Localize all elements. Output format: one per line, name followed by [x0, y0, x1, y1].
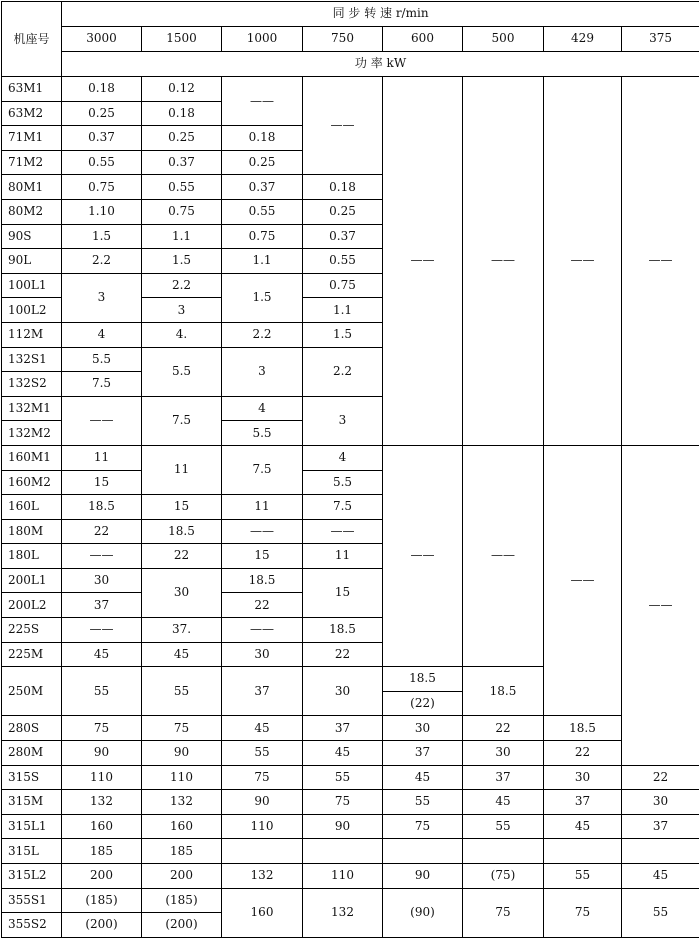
power-cell-3000: 1.10 [62, 199, 142, 224]
frame-number-cell: 315S [2, 765, 62, 790]
power-cell-3000: 0.18 [62, 77, 142, 102]
table-row [2, 77, 699, 102]
power-cell-3000: 185 [62, 839, 142, 864]
power-cell-1500: 3 [142, 298, 222, 323]
power-cell-3000: 110 [62, 765, 142, 790]
power-cell-750: 90 [303, 814, 383, 839]
table-row [2, 716, 699, 741]
power-cell-1500: 11 [142, 445, 222, 494]
power-cell-750: 110 [303, 864, 383, 889]
power-cell-3000: 0.37 [62, 126, 142, 151]
table-row [2, 864, 699, 889]
power-cell-3000: 7.5 [62, 372, 142, 397]
power-cell-1500: 0.12 [142, 77, 222, 102]
power-cell-1000: 0.55 [222, 199, 303, 224]
table-row [2, 445, 699, 470]
power-cell-1500: 1.1 [142, 224, 222, 249]
power-cell-1000: 2.2 [222, 322, 303, 347]
power-cell-500: 22 [463, 716, 544, 741]
frame-number-cell: 160M2 [2, 470, 62, 495]
frame-number-cell: 63M1 [2, 77, 62, 102]
power-cell-500: 30 [463, 741, 544, 766]
table-row [2, 839, 699, 864]
power-cell-1000: 0.18 [222, 126, 303, 151]
power-cell-375: —— [622, 445, 699, 765]
power-title: 功 率 kW [62, 52, 699, 77]
power-cell-750: 11 [303, 544, 383, 569]
power-cell-429: 45 [544, 814, 622, 839]
power-cell-375: 55 [622, 888, 699, 937]
power-cell-1000: 0.25 [222, 150, 303, 175]
power-cell-1000: 4 [222, 396, 303, 421]
power-cell-600 [383, 839, 463, 864]
power-cell-3000: 132 [62, 790, 142, 815]
power-cell-750: —— [303, 77, 383, 175]
power-cell-1000: 1.5 [222, 273, 303, 322]
power-cell-429: 55 [544, 864, 622, 889]
speed-header-429: 429 [544, 27, 622, 52]
frame-number-cell: 90L [2, 249, 62, 274]
power-cell-750: 4 [303, 445, 383, 470]
frame-number-cell: 225S [2, 618, 62, 643]
power-cell-1500: 110 [142, 765, 222, 790]
power-cell-1000: 37 [222, 667, 303, 716]
power-cell-750: 15 [303, 568, 383, 617]
power-cell-1500: 185 [142, 839, 222, 864]
power-cell-1500: 0.37 [142, 150, 222, 175]
speed-header-750: 750 [303, 27, 383, 52]
power-cell-1500: 18.5 [142, 519, 222, 544]
power-cell-375 [622, 839, 699, 864]
power-cell-750 [303, 839, 383, 864]
power-cell-1500: 0.75 [142, 199, 222, 224]
power-cell-1500: 30 [142, 568, 222, 617]
power-cell-750: 5.5 [303, 470, 383, 495]
power-cell-1000: 18.5 [222, 568, 303, 593]
power-cell-600: 37 [383, 741, 463, 766]
power-cell-375: —— [622, 77, 699, 446]
table-row [2, 741, 699, 766]
power-cell-1000: 11 [222, 495, 303, 520]
table-row [2, 814, 699, 839]
power-cell-1500: 55 [142, 667, 222, 716]
power-cell-3000: 3 [62, 273, 142, 322]
power-cell-3000: —— [62, 618, 142, 643]
power-cell-750: 1.1 [303, 298, 383, 323]
header-row-speed-title [2, 2, 699, 27]
power-cell-429: —— [544, 77, 622, 446]
power-cell-750: 75 [303, 790, 383, 815]
power-cell-3000: 18.5 [62, 495, 142, 520]
power-cell-3000: —— [62, 396, 142, 445]
power-cell-1500: 200 [142, 864, 222, 889]
power-cell-750: 45 [303, 741, 383, 766]
power-cell-375: 37 [622, 814, 699, 839]
power-cell-3000: 160 [62, 814, 142, 839]
power-cell-3000: (185) [62, 888, 142, 913]
power-cell-750: 30 [303, 667, 383, 716]
table-row [2, 765, 699, 790]
power-cell-500: —— [463, 77, 544, 446]
frame-number-cell: 315M [2, 790, 62, 815]
speed-header-1500: 1500 [142, 27, 222, 52]
power-cell-3000: 0.55 [62, 150, 142, 175]
header-row-power-title [2, 52, 699, 77]
motor-power-table [1, 1, 699, 938]
frame-number-cell: 250M [2, 667, 62, 716]
power-cell-500: —— [463, 445, 544, 666]
power-cell-1000: 110 [222, 814, 303, 839]
power-cell-3000: 15 [62, 470, 142, 495]
power-cell-1000: 160 [222, 888, 303, 937]
speed-header-3000: 3000 [62, 27, 142, 52]
frame-number-cell: 132S1 [2, 347, 62, 372]
frame-number-cell: 180M [2, 519, 62, 544]
power-cell-3000: 45 [62, 642, 142, 667]
power-cell-429: —— [544, 445, 622, 716]
frame-number-cell: 315L [2, 839, 62, 864]
power-cell-600: (90) [383, 888, 463, 937]
power-cell-429: 37 [544, 790, 622, 815]
power-cell-1000: 5.5 [222, 421, 303, 446]
power-cell-1000: 132 [222, 864, 303, 889]
power-cell-3000: 75 [62, 716, 142, 741]
power-cell-3000: 37 [62, 593, 142, 618]
power-cell-600: 30 [383, 716, 463, 741]
power-cell-3000: 90 [62, 741, 142, 766]
speed-header-500: 500 [463, 27, 544, 52]
power-cell-3000: 4 [62, 322, 142, 347]
table-row [2, 888, 699, 913]
power-cell-1500: 5.5 [142, 347, 222, 396]
frame-number-cell: 200L2 [2, 593, 62, 618]
frame-number-cell: 112M [2, 322, 62, 347]
frame-number-cell: 160M1 [2, 445, 62, 470]
frame-number-cell: 280S [2, 716, 62, 741]
speed-header-375: 375 [622, 27, 699, 52]
power-cell-3000: 2.2 [62, 249, 142, 274]
frame-number-cell: 71M2 [2, 150, 62, 175]
power-cell-1500: 1.5 [142, 249, 222, 274]
frame-number-cell: 280M [2, 741, 62, 766]
power-cell-1500: (200) [142, 913, 222, 938]
power-cell-750: 0.37 [303, 224, 383, 249]
header-row-speeds [2, 27, 699, 52]
power-cell-600: 55 [383, 790, 463, 815]
power-cell-1500: 0.25 [142, 126, 222, 151]
power-cell-500 [463, 839, 544, 864]
power-cell-1000 [222, 839, 303, 864]
power-cell-750: 132 [303, 888, 383, 937]
power-cell-1500: 160 [142, 814, 222, 839]
frame-number-cell: 80M1 [2, 175, 62, 200]
power-cell-600: 18.5 [383, 667, 463, 692]
power-cell-1500: 75 [142, 716, 222, 741]
power-cell-600: —— [383, 77, 463, 446]
power-cell-429 [544, 839, 622, 864]
power-cell-3000: (200) [62, 913, 142, 938]
power-cell-1500: 37. [142, 618, 222, 643]
power-cell-500: 37 [463, 765, 544, 790]
power-cell-750: 2.2 [303, 347, 383, 396]
power-cell-429: 75 [544, 888, 622, 937]
frame-number-cell: 100L2 [2, 298, 62, 323]
power-cell-3000: —— [62, 544, 142, 569]
power-cell-1000: 0.75 [222, 224, 303, 249]
power-cell-600: 75 [383, 814, 463, 839]
power-cell-429: 18.5 [544, 716, 622, 741]
frame-number-cell: 355S1 [2, 888, 62, 913]
power-cell-1000: 3 [222, 347, 303, 396]
power-cell-750: 0.55 [303, 249, 383, 274]
power-cell-429: 22 [544, 741, 622, 766]
power-cell-3000: 1.5 [62, 224, 142, 249]
power-cell-750: 37 [303, 716, 383, 741]
frame-number-cell: 132M2 [2, 421, 62, 446]
speed-header-600: 600 [383, 27, 463, 52]
frame-number-cell: 200L1 [2, 568, 62, 593]
power-cell-1000: 90 [222, 790, 303, 815]
power-cell-3000: 11 [62, 445, 142, 470]
power-cell-600: (22) [383, 691, 463, 716]
power-cell-1000: —— [222, 77, 303, 126]
power-cell-375: 22 [622, 765, 699, 790]
frame-number-cell: 180L [2, 544, 62, 569]
power-cell-3000: 5.5 [62, 347, 142, 372]
power-cell-750: 0.75 [303, 273, 383, 298]
frame-number-cell: 100L1 [2, 273, 62, 298]
power-cell-750: 0.25 [303, 199, 383, 224]
frame-number-cell: 355S2 [2, 913, 62, 938]
power-cell-1500: 0.55 [142, 175, 222, 200]
power-cell-1000: 45 [222, 716, 303, 741]
power-cell-1500: 90 [142, 741, 222, 766]
power-cell-1500: 0.18 [142, 101, 222, 126]
power-cell-600: 45 [383, 765, 463, 790]
power-cell-1000: 30 [222, 642, 303, 667]
power-cell-500: (75) [463, 864, 544, 889]
frame-number-header: 机座号 [2, 2, 62, 77]
power-cell-375: 45 [622, 864, 699, 889]
frame-number-cell: 160L [2, 495, 62, 520]
frame-number-cell: 315L2 [2, 864, 62, 889]
power-cell-1500: 2.2 [142, 273, 222, 298]
power-cell-750: —— [303, 519, 383, 544]
power-cell-1500: 45 [142, 642, 222, 667]
power-cell-1000: 1.1 [222, 249, 303, 274]
power-cell-1500: (185) [142, 888, 222, 913]
power-cell-1000: 7.5 [222, 445, 303, 494]
table-row [2, 790, 699, 815]
power-cell-375: 30 [622, 790, 699, 815]
frame-number-cell: 80M2 [2, 199, 62, 224]
power-cell-1000: 55 [222, 741, 303, 766]
speed-header-1000: 1000 [222, 27, 303, 52]
power-cell-600: —— [383, 445, 463, 666]
power-cell-1500: 15 [142, 495, 222, 520]
power-cell-500: 75 [463, 888, 544, 937]
power-cell-1500: 22 [142, 544, 222, 569]
frame-number-cell: 71M1 [2, 126, 62, 151]
power-cell-750: 18.5 [303, 618, 383, 643]
frame-number-cell: 63M2 [2, 101, 62, 126]
power-cell-1000: 75 [222, 765, 303, 790]
power-cell-1000: —— [222, 519, 303, 544]
power-cell-500: 45 [463, 790, 544, 815]
frame-number-cell: 132M1 [2, 396, 62, 421]
frame-number-cell: 225M [2, 642, 62, 667]
frame-number-cell: 315L1 [2, 814, 62, 839]
power-cell-1000: —— [222, 618, 303, 643]
frame-number-cell: 132S2 [2, 372, 62, 397]
power-cell-750: 0.18 [303, 175, 383, 200]
power-cell-750: 7.5 [303, 495, 383, 520]
power-cell-1500: 4. [142, 322, 222, 347]
power-cell-750: 1.5 [303, 322, 383, 347]
power-cell-500: 55 [463, 814, 544, 839]
power-cell-600: 90 [383, 864, 463, 889]
power-cell-1000: 22 [222, 593, 303, 618]
power-cell-3000: 55 [62, 667, 142, 716]
power-cell-3000: 22 [62, 519, 142, 544]
power-cell-3000: 200 [62, 864, 142, 889]
power-cell-1000: 15 [222, 544, 303, 569]
power-cell-500: 18.5 [463, 667, 544, 716]
power-cell-750: 3 [303, 396, 383, 445]
frame-number-cell: 90S [2, 224, 62, 249]
power-cell-3000: 0.25 [62, 101, 142, 126]
power-cell-1500: 7.5 [142, 396, 222, 445]
power-cell-429: 30 [544, 765, 622, 790]
power-cell-3000: 0.75 [62, 175, 142, 200]
power-cell-750: 22 [303, 642, 383, 667]
power-cell-3000: 30 [62, 568, 142, 593]
power-cell-750: 55 [303, 765, 383, 790]
power-cell-1000: 0.37 [222, 175, 303, 200]
power-cell-1500: 132 [142, 790, 222, 815]
speed-title: 同 步 转 速 r/min [62, 2, 699, 27]
